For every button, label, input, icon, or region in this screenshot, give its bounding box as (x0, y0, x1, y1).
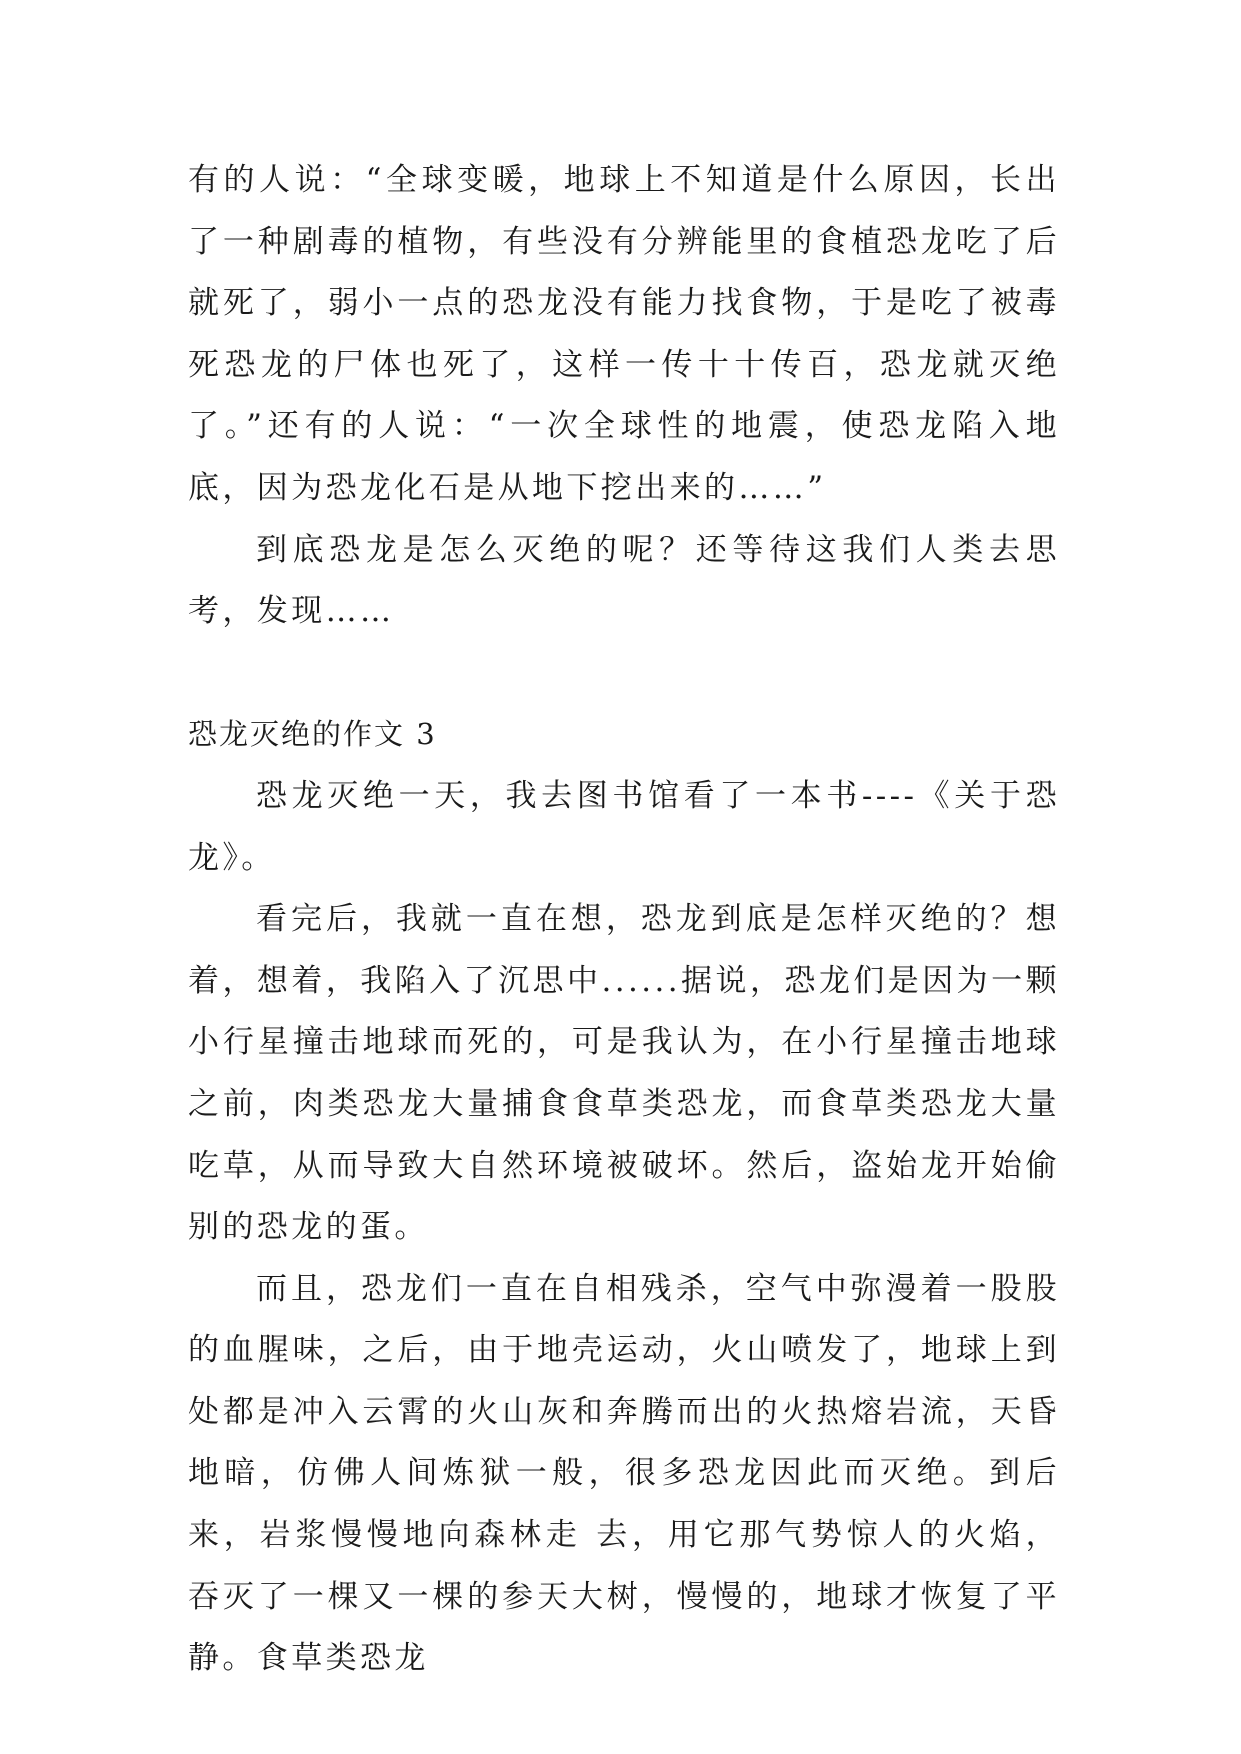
document-body (188, 150, 1060, 1690)
paragraph-volcano: 而且，恐龙们一直在自相残杀，空气中弥漫着一股股的血腥味，之后，由于地壳运动，火山喷发了，地球上到处都是冲入云霄的火山灰和奔腾而出的火热熔岩流，天昏地暗，仿佛人间炼狱一般，很多恐龙因此而灭绝。到后来，岩浆慢慢地向森林走 去，用它那气势惊人的火焰，吞灭了一棵又一棵的参天大树，慢慢的，地球才恢复了平静。食草类恐龙 (188, 1270, 1060, 1677)
paragraph-intro: 有的人说：“全球变暖，地球上不知道是什么原因，长出了一种剧毒的植物，有些没有分辨能里的食植恐龙吃了后就死了，弱小一点的恐龙没有能力找食物，于是吃了被毒死恐龙的尸体也死了，这样一传十十传百，恐龙就灭绝了。”还有的人说：“一次全球性的地震，使恐龙陷入地底，因为恐龙化石是从地下挖出来的……” (188, 162, 1060, 506)
paragraph-question: 到底恐龙是怎么灭绝的呢？还等待这我们人类去思考，发现…… (188, 531, 1060, 630)
paragraph-library: 恐龙灭绝一天，我去图书馆看了一本书----《关于恐龙》。 (188, 777, 1060, 876)
section-title: 恐龙灭绝的作文 3 (188, 717, 437, 752)
paragraph-thinking: 看完后，我就一直在想，恐龙到底是怎样灭绝的？想着，想着，我陷入了沉思中......据说，恐龙们是因为一颗小行星撞击地球而死的，可是我认为，在小行星撞击地球之前，肉类恐龙大量捕食食草类恐龙，而食草类恐龙大量吃草，从而导致大自然环境被破坏。然后，盗始龙开始偷别的恐龙的蛋。 (188, 901, 1060, 1246)
